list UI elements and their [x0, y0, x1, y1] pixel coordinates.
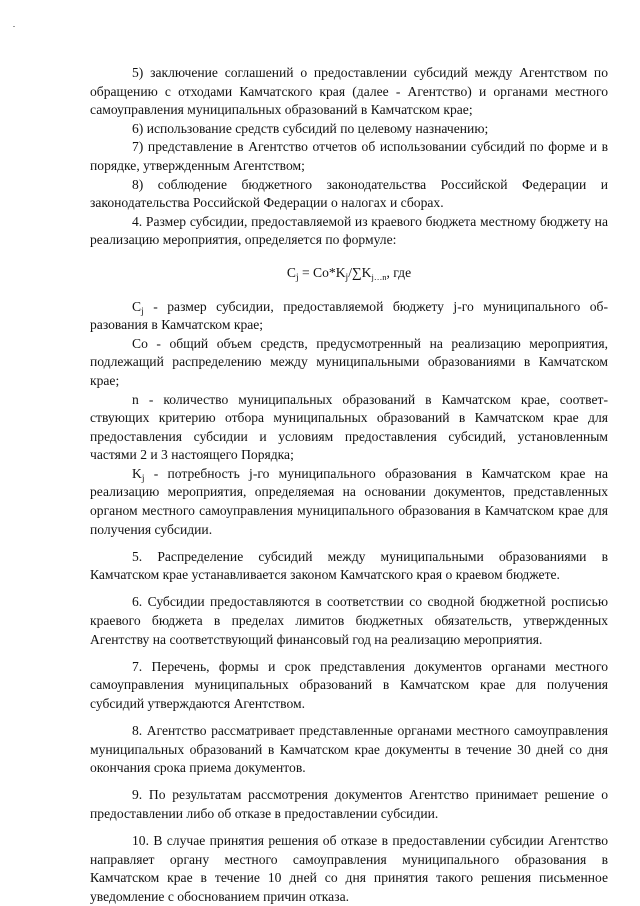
- clause-7-documents: 7. Перечень, формы и срок представления документов органами местного самоуправления муниципальных образований в Камчатском крае для получения субсидий утверждаются Агентством.: [90, 658, 608, 711]
- scan-mark: [13, 26, 15, 27]
- paragraph-7-reports: 7) представление в Агентство отчетов об использовании субсидий по форме и в порядке, утвержденным Агентством;: [90, 139, 608, 173]
- paragraph-6-usage: 6) использование средств субсидий по целевому назначению;: [132, 120, 489, 136]
- formula-lhs-sub: j: [295, 272, 299, 283]
- clause-10-refusal: 10. В случае принятия решения об отказе в предоставлении субсидии Агентство направляет органу местного самоуправления муниципального образования в Камчатском крае в течение 10 дней со дня принятия такого решения письменное уведомление с обоснованием причин отказа.: [90, 832, 608, 904]
- formula-lhs: C: [286, 264, 296, 280]
- clause-9-decision: 9. По результатам рассмотрения документов Агентство принимает решение о предоставлении либо об отказе в предоставлении субсидии.: [90, 787, 608, 821]
- formula-tail: , где: [386, 264, 412, 280]
- paragraph-5-agreements: 5) заключение соглашений о предоставлении субсидий между Агентством по обращению с отходами Камчатского края (далее - Агентство) и органами местного самоуправления муниципальных образований в Камчатском крае;: [90, 65, 608, 118]
- clause-6-provision: 6. Субсидии предоставляются в соответствии со сводной бюджетной росписью краевого бюджета в пределах лимитов бюджетных обязательств, утвержденных Агентству на соответствующий финансовый год на реализацию мероприятия.: [90, 594, 608, 647]
- definition-cj-sub: j: [141, 306, 144, 317]
- clause-5-distribution: 5. Распределение субсидий между муниципальными образованиями в Камчатском крае устанавливается законом Камчатского края о краевом бюджете.: [90, 548, 608, 583]
- definition-kj-symbol: K: [132, 465, 142, 481]
- definition-n: n - количество муниципальных образований в Камчатском крае, соответствующих критерию отбора муниципальных образований в Камчатском крае для предоставления субсидии и условиям предоставления субсидий, установленным частями 2 и 3 настоящего Порядка;: [90, 391, 608, 463]
- formula-eq: = Co*K: [298, 264, 346, 280]
- subsidy-formula: [90, 264, 608, 283]
- paragraph-8-compliance: 8) соблюдение бюджетного законодательства Российской Федерации и законодательства Российской Федерации о налогах и сборах.: [90, 176, 608, 211]
- formula-k-sub: j: [345, 272, 349, 283]
- definition-kj-sub: j: [141, 473, 145, 484]
- definition-co: Co - общий объем средств, предусмотренный на реализацию мероприятия, подлежащий распределению между муниципальными образованиями в Камчатском крае;: [90, 335, 608, 388]
- definition-cj-symbol: C: [132, 298, 142, 314]
- clause-4-subsidy-size: 4. Размер субсидии, предоставляемой из краевого бюджета местному бюджету на реализацию мероприятия, определяется по формуле:: [90, 213, 608, 248]
- clause-8-review: 8. Агентство рассматривает представленные органами местного самоуправления муниципальных образований в Камчатском крае документы в течение 30 дней со дня окончания срока приема документов.: [90, 723, 608, 776]
- definition-cj-text: - размер субсидии, предоставляемой бюджету j-го муниципального образования в Камчатском крае;: [90, 298, 608, 333]
- definition-kj: [90, 465, 608, 539]
- definition-kj-text: - потребность j-го муниципального образования в Камчатском крае на реализацию мероприятия, определяемая на основании документов, представленных органом местного самоуправления муниципального образования в Камчатском крае для получения субсидии.: [90, 465, 608, 537]
- definition-cj: [90, 298, 608, 335]
- document-page: [90, 64, 608, 906]
- formula-sum-sub: j…n: [371, 271, 387, 282]
- formula-div: /∑K: [348, 264, 372, 280]
